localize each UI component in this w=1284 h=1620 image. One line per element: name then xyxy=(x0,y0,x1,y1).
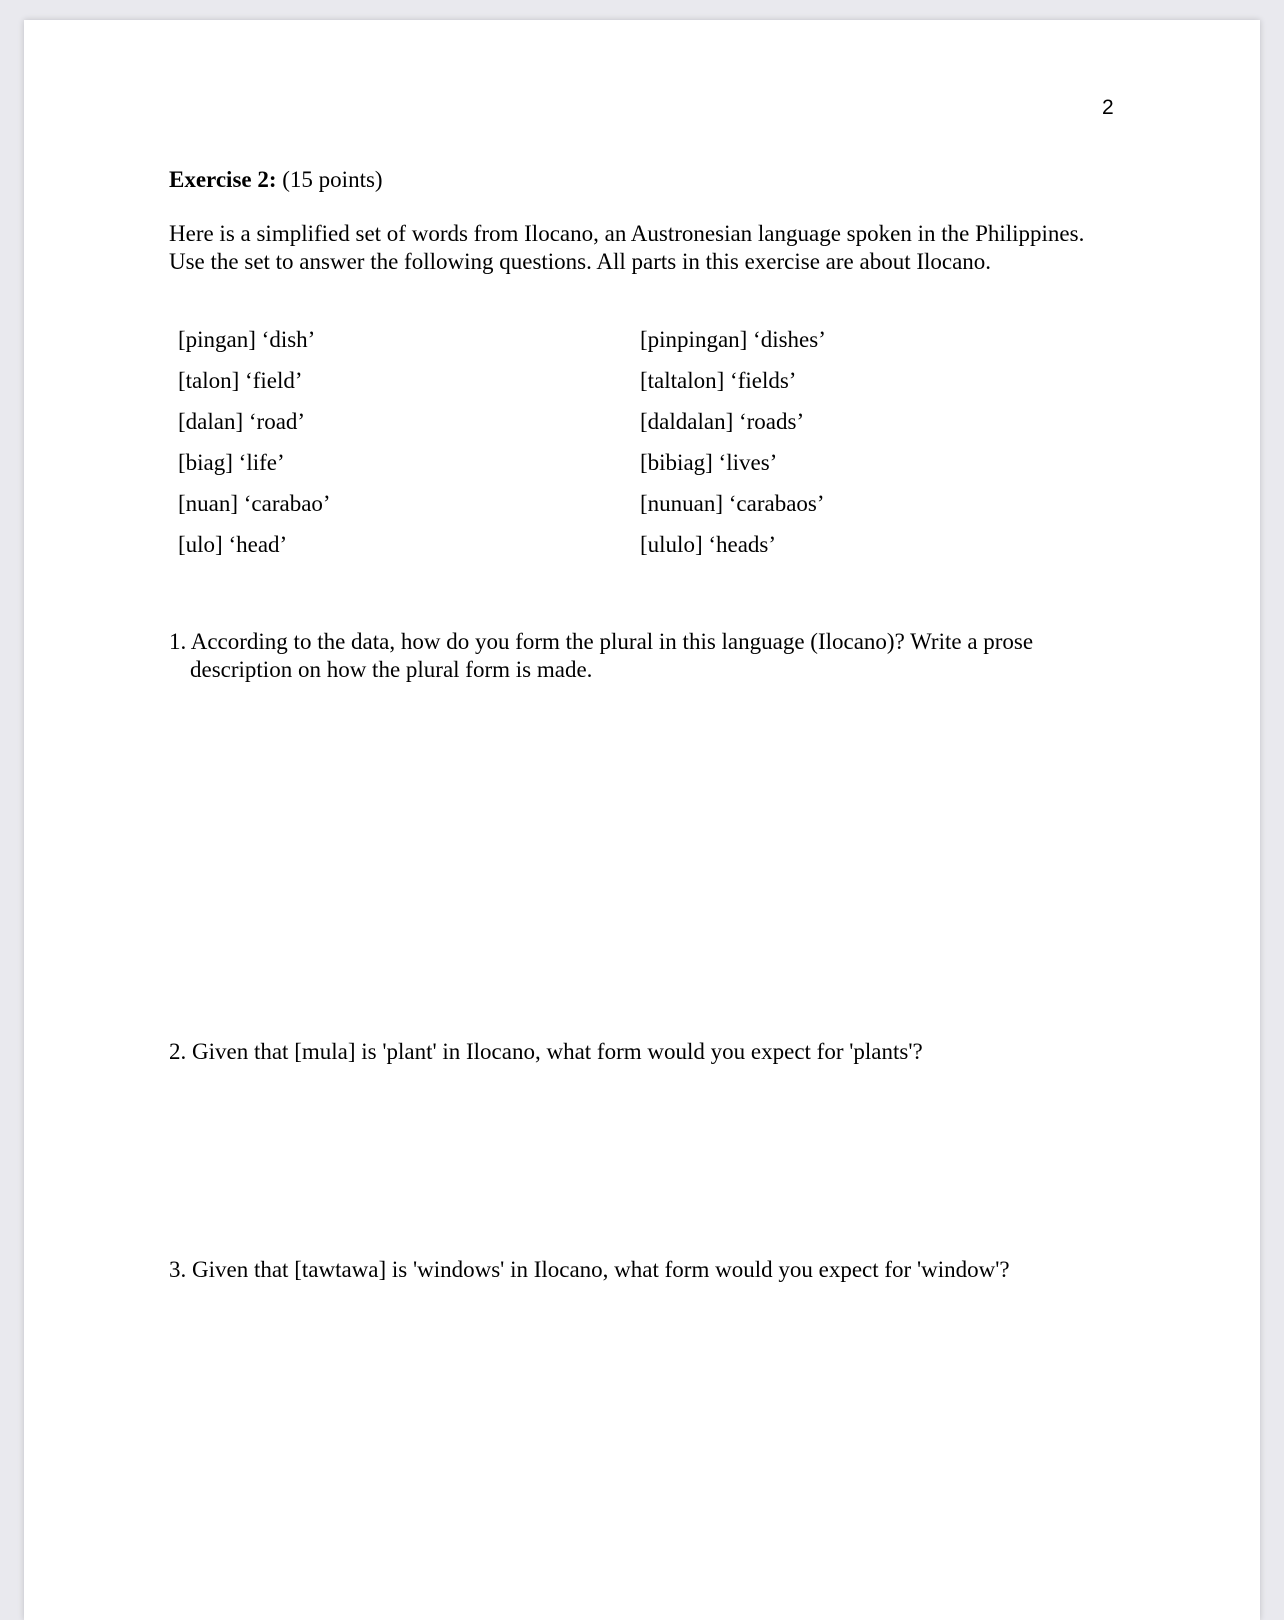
word-singular: [pingan] ‘dish’ xyxy=(178,327,316,352)
question-1-line-2: description on how the plural form is made. xyxy=(190,656,593,682)
word-row xyxy=(178,490,978,531)
exercise-points: (15 points) xyxy=(282,167,383,192)
word-singular: [nuan] ‘carabao’ xyxy=(178,491,331,516)
page-number: 2 xyxy=(1102,96,1114,119)
question-1-line-1: 1. According to the data, how do you form the plural in this language (Ilocano)? Write a prose xyxy=(169,629,1034,654)
word-plural: [ululo] ‘heads’ xyxy=(640,532,777,557)
word-singular: [talon] ‘field’ xyxy=(178,368,303,393)
word-row xyxy=(178,531,978,572)
question-3: 3. Given that [tawtawa] is 'windows' in Ilocano, what form would you expect for 'window'? xyxy=(169,1257,1010,1282)
word-singular: [biag] ‘life’ xyxy=(178,450,285,475)
question-1 xyxy=(169,628,1099,683)
document-page xyxy=(24,20,1260,1620)
word-row xyxy=(178,408,978,449)
word-singular: [ulo] ‘head’ xyxy=(178,532,288,557)
exercise-title: Exercise 2: xyxy=(169,167,277,192)
question-2: 2. Given that [mula] is 'plant' in Ilocano, what form would you expect for 'plants'? xyxy=(169,1039,923,1064)
word-plural: [pinpingan] ‘dishes’ xyxy=(640,327,826,352)
word-plural: [daldalan] ‘roads’ xyxy=(640,409,805,434)
word-list xyxy=(178,326,978,572)
word-row xyxy=(178,326,978,367)
word-singular: [dalan] ‘road’ xyxy=(178,409,306,434)
exercise-heading xyxy=(169,166,383,194)
word-plural: [taltalon] ‘fields’ xyxy=(640,368,797,393)
exercise-intro: Here is a simplified set of words from Ilocano, an Austronesian language spoken in the Philippines. Use the set to answer the following questions. All parts in this exercise are about Ilocano. xyxy=(169,221,1085,274)
word-row xyxy=(178,449,978,490)
word-plural: [nunuan] ‘carabaos’ xyxy=(640,491,825,516)
word-plural: [bibiag] ‘lives’ xyxy=(640,450,778,475)
word-row xyxy=(178,367,978,408)
